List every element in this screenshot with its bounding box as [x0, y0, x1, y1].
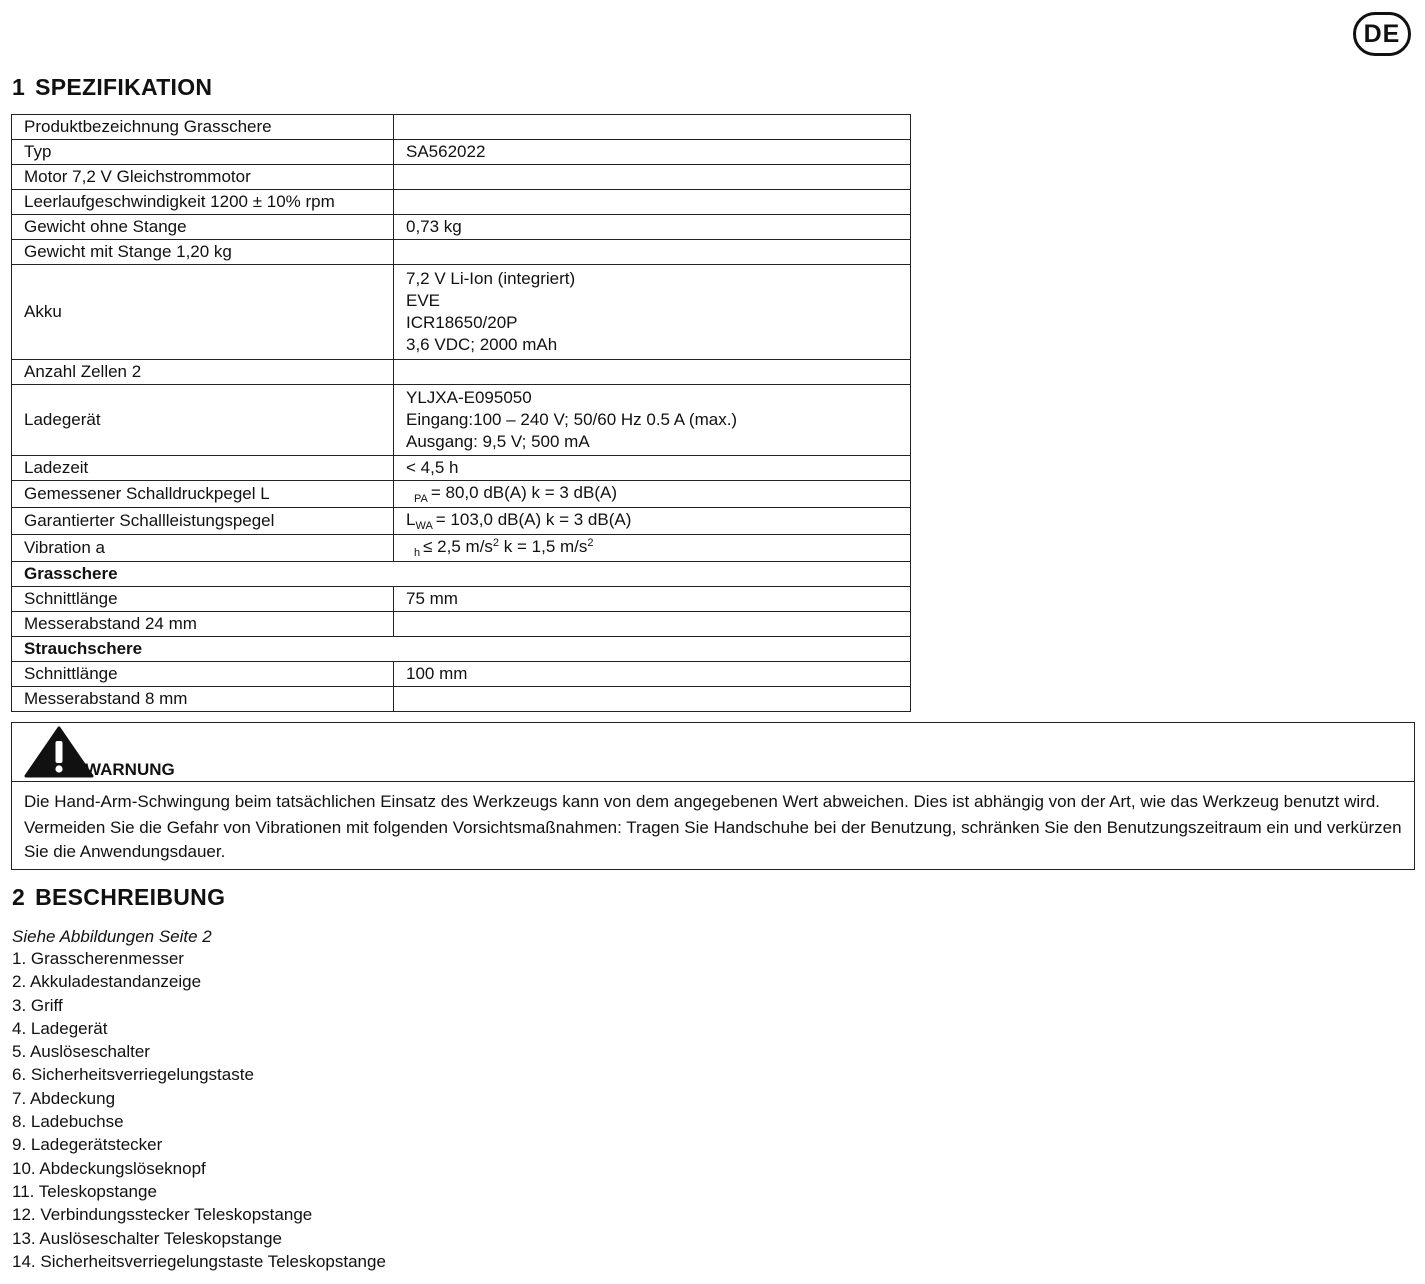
spec-value-subscript: PA: [414, 493, 428, 505]
warning-title: WARNUNG: [85, 760, 175, 779]
spec-value: [394, 190, 911, 215]
spec-row: [12, 240, 911, 265]
list-item: 4. Ladegerät: [12, 1018, 108, 1038]
spec-value-line: EVE: [406, 291, 441, 310]
language-badge: DE: [1353, 12, 1411, 56]
spec-value: [394, 612, 911, 637]
warning-triangle-icon: [24, 726, 94, 778]
section-number: 1: [12, 74, 26, 100]
spec-key: Ladezeit: [12, 456, 394, 481]
spec-value: [394, 687, 911, 712]
spec-key: Garantierter Schallleistungspegel: [12, 508, 394, 535]
warning-header: [12, 723, 1414, 782]
spec-value: [394, 481, 911, 508]
spec-row: [12, 612, 911, 637]
warning-text: [12, 782, 1414, 864]
spec-value-line: 3,6 VDC; 2000 mAh: [406, 335, 558, 354]
section-title-text: BESCHREIBUNG: [35, 884, 226, 910]
spec-value-text: 100 mm: [406, 664, 468, 683]
spec-value: [394, 385, 911, 456]
list-item: 9. Ladegerätstecker: [12, 1135, 163, 1155]
spec-row: [12, 587, 911, 612]
spec-value-line: Eingang:100 – 240 V; 50/60 Hz 0.5 A (max.): [406, 410, 738, 429]
spec-row: [12, 535, 911, 562]
spec-value-line: Ausgang: 9,5 V; 500 mA: [406, 432, 590, 451]
list-item: 7. Abdeckung: [12, 1088, 116, 1108]
warning-paragraph: Die Hand-Arm-Schwingung beim tatsächlichen Einsatz des Werkzeugs kann von dem angegebenen Wert abweichen. Dies ist abhängig von der Art, wie das Werkzeug benutzt wird.: [24, 792, 1381, 811]
list-item: 14. Sicherheitsverriegelungstaste Teleskopstange: [12, 1251, 386, 1271]
list-item: 5. Auslöseschalter: [12, 1042, 150, 1062]
specification-table: [11, 114, 911, 712]
spec-row: [12, 115, 911, 140]
list-item: 10. Abdeckungslöseknopf: [12, 1158, 206, 1178]
spec-row: [12, 508, 911, 535]
spec-value: [394, 456, 911, 481]
warning-box: [11, 722, 1415, 870]
warning-paragraph: Vermeiden Sie die Gefahr von Vibrationen mit folgenden Vorsichtsmaßnahmen: Tragen Sie Handschuhe bei der Benutzung, schränken Sie den Benutzungszeitraum ein und verkürzen Sie die Anwendungsdauer.: [24, 818, 1402, 861]
spec-key: Gewicht mit Stange 1,20 kg: [12, 240, 394, 265]
spec-key: Leerlaufgeschwindigkeit 1200 ± 10% rpm: [12, 190, 394, 215]
spec-group-row: [12, 637, 911, 662]
spec-value-line: ICR18650/20P: [406, 313, 518, 332]
spec-value-text: < 4,5 h: [406, 458, 459, 477]
spec-row: [12, 140, 911, 165]
spec-group-row: [12, 562, 911, 587]
spec-row: [12, 265, 911, 360]
section-title-specification: [12, 74, 212, 101]
spec-key: Gemessener Schalldruckpegel L: [12, 481, 394, 508]
spec-key: Typ: [12, 140, 394, 165]
list-item: 6. Sicherheitsverriegelungstaste: [12, 1065, 254, 1085]
spec-row: [12, 687, 911, 712]
spec-key: Ladegerät: [12, 385, 394, 456]
spec-row: [12, 190, 911, 215]
spec-key: Messerabstand 24 mm: [12, 612, 394, 637]
spec-row: [12, 456, 911, 481]
spec-value: [394, 165, 911, 190]
section-number: 2: [12, 884, 26, 910]
list-item: 11. Teleskopstange: [12, 1181, 157, 1201]
spec-value-text: = 80,0 dB(A) k = 3 dB(A): [430, 483, 618, 502]
section-title-text: SPEZIFIKATION: [35, 74, 213, 100]
spec-key: Motor 7,2 V Gleichstrommotor: [12, 165, 394, 190]
list-item: 12. Verbindungsstecker Teleskopstange: [12, 1205, 313, 1225]
spec-value: [394, 140, 911, 165]
list-item: 1. Grasscherenmesser: [12, 949, 184, 968]
spec-value-line: 7,2 V Li-Ion (integriert): [406, 269, 576, 288]
spec-row: [12, 481, 911, 508]
list-item: 2. Akkuladestandanzeige: [12, 972, 202, 992]
spec-value: [394, 508, 911, 535]
spec-value: [394, 215, 911, 240]
spec-value: [394, 535, 911, 562]
spec-value-text: ≤ 2,5 m/s: [423, 537, 493, 556]
spec-value-line: YLJXA-E095050: [406, 388, 532, 407]
spec-value: [394, 662, 911, 687]
description-intro: Siehe Abbildungen Seite 2: [12, 927, 212, 946]
spec-key: Gewicht ohne Stange: [12, 215, 394, 240]
spec-value-text: = 103,0 dB(A) k = 3 dB(A): [435, 510, 632, 529]
spec-key: Produktbezeichnung Grasschere: [12, 115, 394, 140]
spec-value: [394, 115, 911, 140]
spec-value-text: k = 1,5 m/s: [499, 537, 588, 556]
spec-value-superscript: 2: [492, 537, 500, 549]
spec-key: Vibration a: [12, 535, 394, 562]
spec-key: Messerabstand 8 mm: [12, 687, 394, 712]
spec-value-subscript: WA: [415, 520, 433, 532]
spec-row: [12, 385, 911, 456]
section-title-description: [12, 884, 225, 911]
spec-row: [12, 165, 911, 190]
spec-group-label: Strauchschere: [12, 637, 911, 662]
spec-key: Akku: [12, 265, 394, 360]
spec-value: [394, 240, 911, 265]
spec-value-text: 75 mm: [406, 589, 458, 608]
spec-value: [394, 587, 911, 612]
spec-value-subscript: h: [414, 547, 421, 559]
spec-value-prefix: L: [406, 510, 416, 529]
spec-key: Schnittlänge: [12, 662, 394, 687]
spec-key: Anzahl Zellen 2: [12, 360, 394, 385]
spec-group-label: Grasschere: [12, 562, 911, 587]
spec-value: [394, 265, 911, 360]
list-item: 13. Auslöseschalter Teleskopstange: [12, 1228, 282, 1248]
spec-row: [12, 662, 911, 687]
spec-key: Schnittlänge: [12, 587, 394, 612]
spec-value-text: SA562022: [406, 142, 486, 161]
spec-row: [12, 215, 911, 240]
parts-list: [12, 948, 386, 1274]
spec-value-superscript: 2: [587, 537, 594, 549]
spec-value-text: 0,73 kg: [406, 217, 462, 236]
list-item: 8. Ladebuchse: [12, 1112, 124, 1132]
spec-row: [12, 360, 911, 385]
list-item: 3. Griff: [12, 995, 63, 1015]
spec-value: [394, 360, 911, 385]
